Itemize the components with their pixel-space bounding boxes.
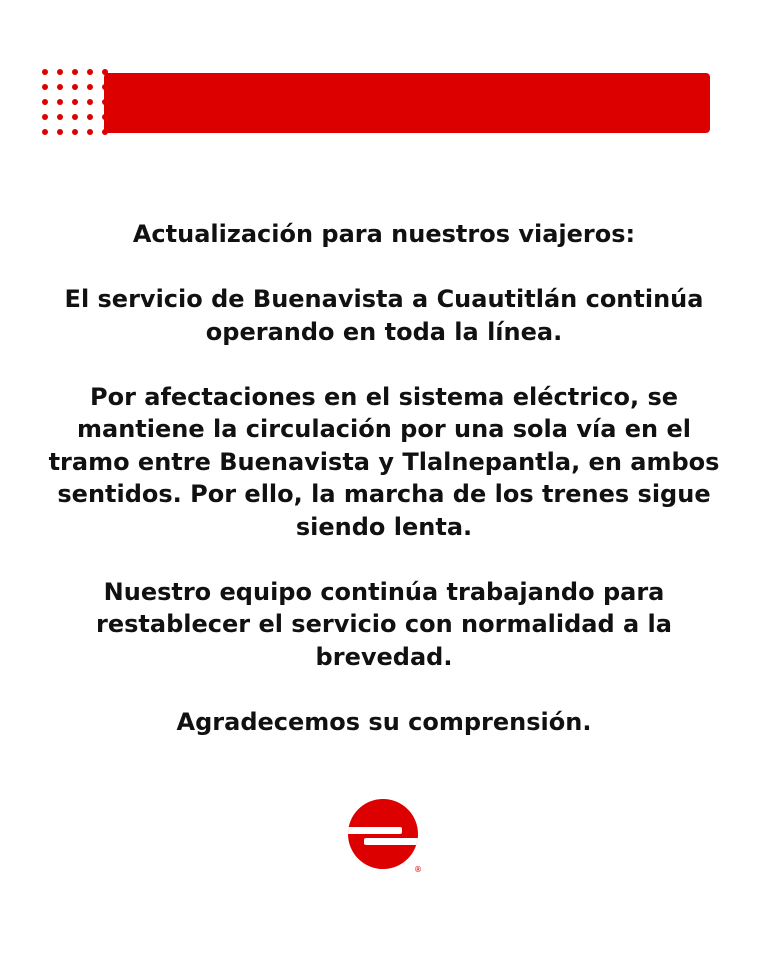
trademark-mark: ®: [414, 865, 422, 874]
announcement-body: [40, 218, 728, 771]
header-red-band: [104, 73, 710, 133]
decorative-dot-grid: [40, 66, 110, 138]
announcement-paragraph-team-working: Nuestro equipo continúa trabajando para restablecer el servicio con normalidad a la brevedad.: [96, 577, 672, 671]
suburbano-s-logo-icon: [348, 798, 422, 874]
announcement-heading: Actualización para nuestros viajeros:: [132, 220, 636, 248]
announcement-paragraph-electrical-issue: Por afectaciones en el sistema eléctrico, se mantiene la circulación por una sola vía en el tramo entre Buenavista y Tlalnepantla, en ambos sentidos. Por ello, la marcha de los trenes sigue siendo lenta.: [48, 382, 720, 541]
announcement-paragraph-service-status: El servicio de Buenavista a Cuautitlán continúa operando en toda la línea.: [64, 285, 704, 346]
announcement-closing: Agradecemos su comprensión.: [176, 707, 592, 736]
